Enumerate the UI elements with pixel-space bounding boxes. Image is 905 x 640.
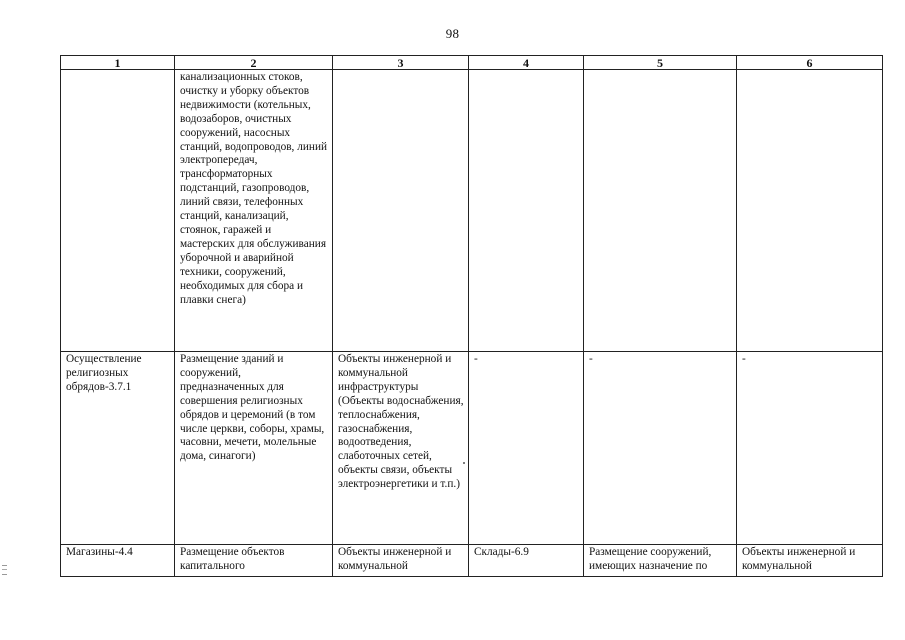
cell-auxiliary-objects [333, 70, 469, 352]
header-col-6: 6 [737, 56, 883, 70]
cell-use-name: Осуществление религиозных обрядов-3.7.1 [61, 352, 175, 545]
cell-conditional-auxiliary: - [737, 352, 883, 545]
header-col-4: 4 [469, 56, 584, 70]
cell-use-description: Размещение зданий и сооружений, предназначенных для совершения религиозных обрядов и церемоний (в том числе церкви, соборы, храмы, часовни, мечети, молельные дома, синагоги) [175, 352, 333, 545]
cell-conditional-description [584, 70, 737, 352]
cell-conditional-auxiliary [737, 70, 883, 352]
cell-use-description: канализационных стоков, очистку и уборку объектов недвижимости (котельных, водозаборов, очистных сооружений, насосных станций, водопроводов, линий электропередач, трансформаторных подстанций, газопроводов, линий связи, телефонных станций, канализаций, стоянок, гаражей и мастерских для обслуживания уборочной и аварийной техники, сооружений, необходимых для сбора и плавки снега) [175, 70, 333, 352]
cell-conditional-use: - [469, 352, 584, 545]
scan-edge-mark [2, 565, 7, 575]
cell-conditional-use: Склады-6.9 [469, 545, 584, 577]
cell-conditional-description: - [584, 352, 737, 545]
cell-conditional-auxiliary: Объекты инженерной и коммунальной [737, 545, 883, 577]
cell-auxiliary-objects: Объекты инженерной и коммунальной [333, 545, 469, 577]
permitted-use-table [60, 55, 883, 577]
cell-auxiliary-objects: Объекты инженерной и коммунальной инфраструктуры (Объекты водоснабжения, теплоснабжения, газоснабжения, водоотведения, слаботочных сетей, объекты связи, объекты электроэнергетики и т.п.) [333, 352, 469, 545]
header-row [61, 56, 883, 70]
cell-conditional-use [469, 70, 584, 352]
cell-use-name [61, 70, 175, 352]
header-col-1: 1 [61, 56, 175, 70]
table-row-religious [61, 352, 883, 545]
cell-use-name: Магазины-4.4 [61, 545, 175, 577]
table-row-shops [61, 545, 883, 577]
header-col-2: 2 [175, 56, 333, 70]
page-number: 98 [445, 26, 460, 41]
header-col-5: 5 [584, 56, 737, 70]
header-col-3: 3 [333, 56, 469, 70]
cell-conditional-description: Размещение сооружений, имеющих назначение по [584, 545, 737, 577]
cell-use-description: Размещение объектов капитального [175, 545, 333, 577]
scan-dust-mark [463, 462, 465, 464]
table-row-continuation [61, 70, 883, 352]
